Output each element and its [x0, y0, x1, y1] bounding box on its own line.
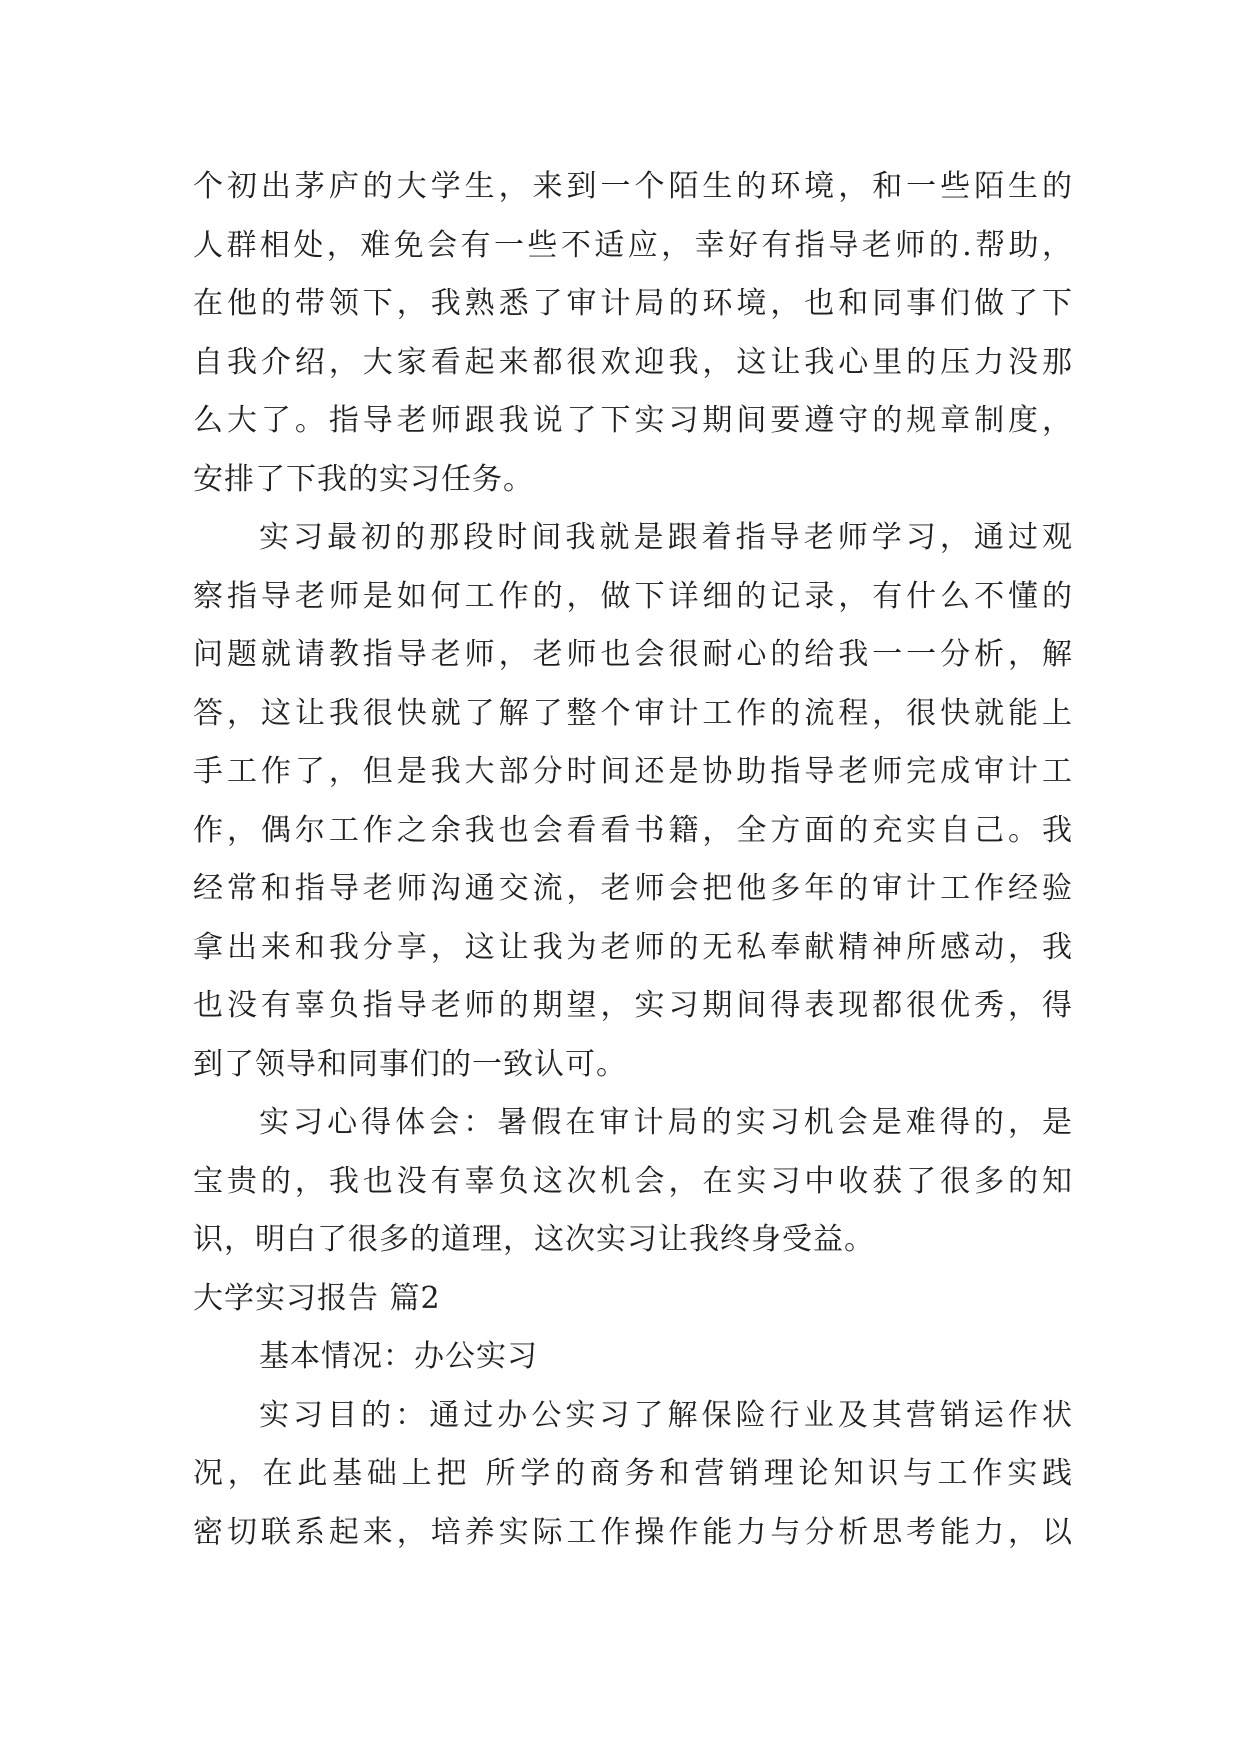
text-line-10: 答，这让我很快就了解了整个审计工作的流程，很快就能上 — [193, 695, 1073, 731]
document-body — [193, 158, 1073, 1562]
text-line-6: 安排了下我的实习任务。 — [193, 461, 534, 497]
text-line-5: 么大了。指导老师跟我说了下实习期间要遵守的规章制度， — [193, 403, 1073, 438]
text-line-17: 实习心得体会：暑假在审计局的实习机会是难得的，是 — [259, 1105, 1073, 1140]
text-line-2: 人群相处，难免会有一些不适应，幸好有指导老师的.帮助， — [193, 227, 1073, 263]
text-line-16: 到了领导和同事们的一致认可。 — [193, 1046, 627, 1082]
text-line-11: 手工作了，但是我大部分时间还是协助指导老师完成审计工 — [193, 754, 1073, 789]
text-line-19: 识，明白了很多的道理，这次实习让我终身受益。 — [193, 1222, 875, 1257]
text-line-4: 自我介绍，大家看起来都很欢迎我，这让我心里的压力没那 — [193, 344, 1073, 380]
section-heading: 大学实习报告 篇2 — [193, 1280, 441, 1316]
text-line-12: 作，偶尔工作之余我也会看看书籍，全方面的充实自己。我 — [193, 812, 1073, 848]
text-line-1: 个初出茅庐的大学生，来到一个陌生的环境，和一些陌生的 — [193, 169, 1073, 204]
text-line-13: 经常和指导老师沟通交流，老师会把他多年的审计工作经验 — [193, 871, 1073, 906]
text-line-22: 实习目的：通过办公实习了解保险行业及其营销运作状 — [259, 1397, 1073, 1433]
text-line-8: 察指导老师是如何工作的，做下详细的记录，有什么不懂的 — [193, 578, 1073, 614]
text-line-15: 也没有辜负指导老师的期望，实习期间得表现都很优秀，得 — [193, 988, 1073, 1023]
text-line-3: 在他的带领下，我熟悉了审计局的环境，也和同事们做了下 — [193, 286, 1073, 321]
text-line-18: 宝贵的，我也没有辜负这次机会，在实习中收获了很多的知 — [193, 1163, 1073, 1199]
text-line-24: 密切联系起来，培养实际工作操作能力与分析思考能力，以 — [193, 1514, 1073, 1550]
text-line-7: 实习最初的那段时间我就是跟着指导老师学习，通过观 — [259, 520, 1073, 555]
text-line-9: 问题就请教指导老师，老师也会很耐心的给我一一分析，解 — [193, 637, 1073, 672]
text-line-21: 基本情况：办公实习 — [259, 1339, 538, 1374]
text-line-23: 况，在此基础上把 所学的商务和营销理论知识与工作实践 — [193, 1456, 1073, 1491]
text-line-14: 拿出来和我分享，这让我为老师的无私奉献精神所感动，我 — [193, 929, 1073, 965]
